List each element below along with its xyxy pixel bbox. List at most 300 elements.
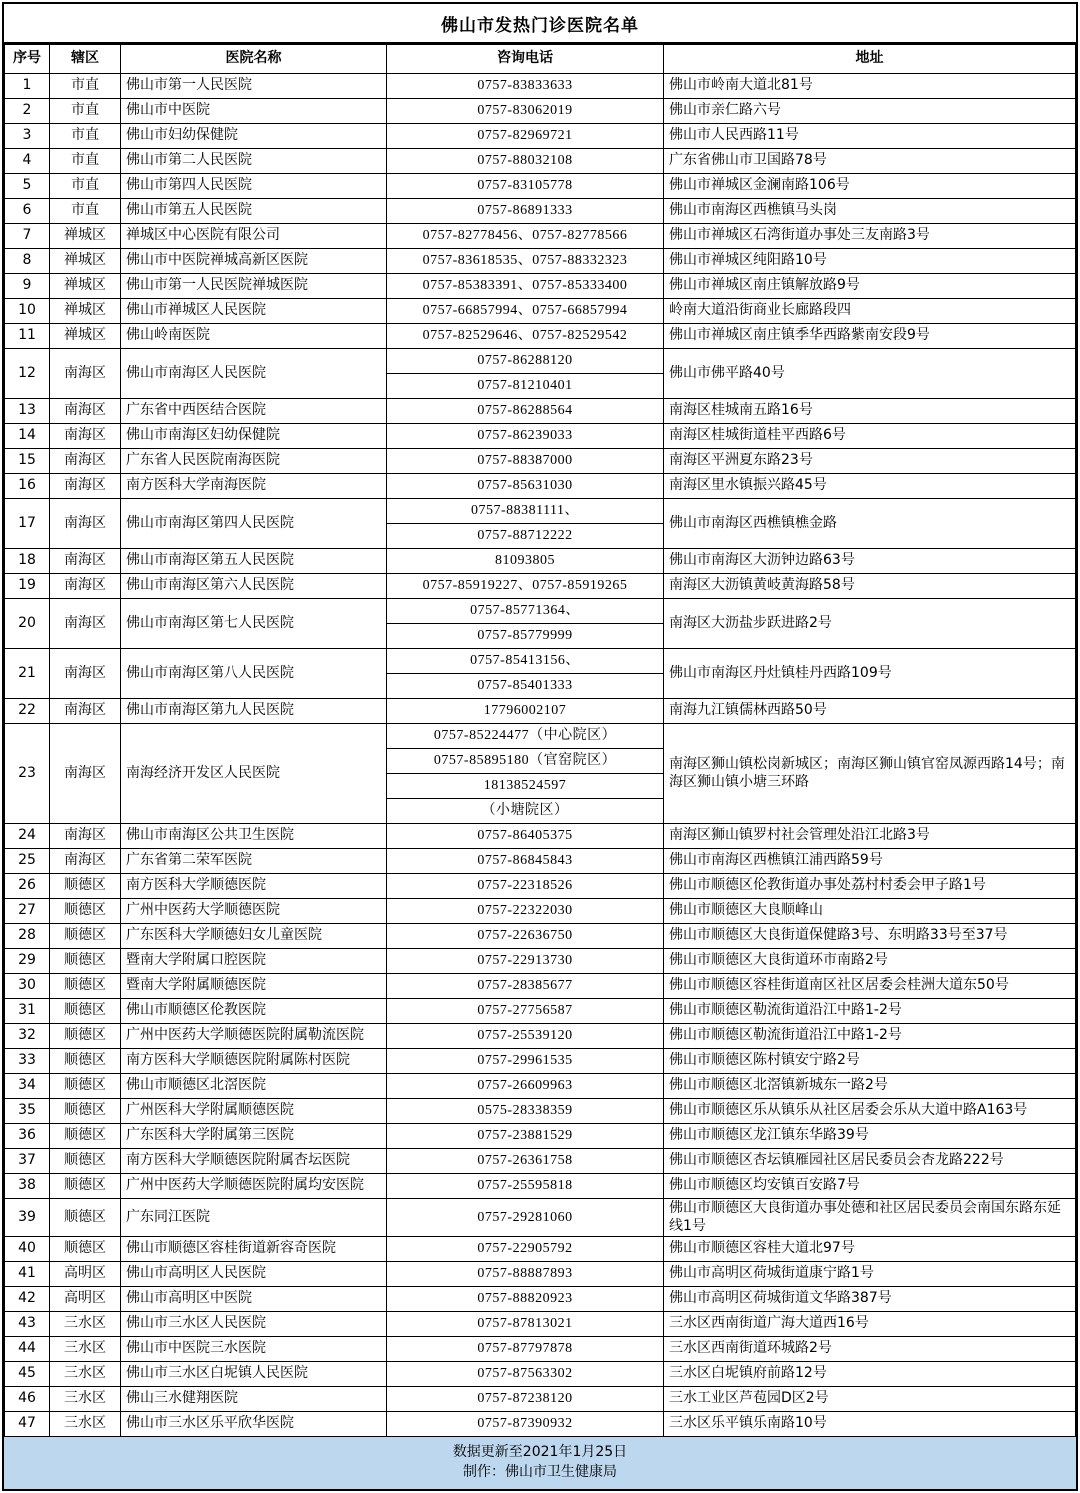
cell-hospital-name: 佛山岭南医院 xyxy=(121,324,387,349)
cell-address: 佛山市南海区大沥钟边路63号 xyxy=(664,549,1076,574)
cell-index: 17 xyxy=(5,499,50,549)
cell-phone: （小塘院区） xyxy=(387,799,664,824)
table-row xyxy=(5,974,1076,999)
cell-hospital-name: 佛山市南海区第七人民医院 xyxy=(121,599,387,649)
cell-phone: 0757-85631030 xyxy=(387,474,664,499)
table-row xyxy=(5,1149,1076,1174)
cell-district: 顺德区 xyxy=(50,1149,121,1174)
cell-district: 三水区 xyxy=(50,1387,121,1412)
table-row xyxy=(5,124,1076,149)
cell-hospital-name: 佛山市高明区中医院 xyxy=(121,1287,387,1312)
cell-hospital-name: 南方医科大学南海医院 xyxy=(121,474,387,499)
cell-phone: 0757-83062019 xyxy=(387,99,664,124)
cell-address: 佛山市高明区荷城街道康宁路1号 xyxy=(664,1262,1076,1287)
cell-district: 顺德区 xyxy=(50,974,121,999)
cell-address: 南海区大沥镇黄岐黄海路58号 xyxy=(664,574,1076,599)
cell-hospital-name: 佛山市南海区第八人民医院 xyxy=(121,649,387,699)
cell-phone: 0757-88887893 xyxy=(387,1262,664,1287)
cell-phone: 0757-87390932 xyxy=(387,1412,664,1437)
cell-address: 南海区狮山镇罗村社会管理处沿江北路3号 xyxy=(664,824,1076,849)
cell-address: 佛山市高明区荷城街道文华路387号 xyxy=(664,1287,1076,1312)
cell-address: 三水区乐平镇乐南路10号 xyxy=(664,1412,1076,1437)
cell-district: 禅城区 xyxy=(50,299,121,324)
cell-hospital-name: 佛山市南海区第五人民医院 xyxy=(121,549,387,574)
cell-index: 29 xyxy=(5,949,50,974)
cell-address: 佛山市顺德区大良顺峰山 xyxy=(664,899,1076,924)
table-row xyxy=(5,149,1076,174)
table-row xyxy=(5,924,1076,949)
cell-index: 42 xyxy=(5,1287,50,1312)
table-row xyxy=(5,849,1076,874)
cell-phone: 0757-27756587 xyxy=(387,999,664,1024)
cell-index: 14 xyxy=(5,424,50,449)
cell-district: 顺德区 xyxy=(50,999,121,1024)
table-row xyxy=(5,1287,1076,1312)
cell-hospital-name: 佛山市第四人民医院 xyxy=(121,174,387,199)
cell-phone: 0757-29961535 xyxy=(387,1049,664,1074)
table-row xyxy=(5,174,1076,199)
cell-district: 南海区 xyxy=(50,349,121,399)
cell-phone: 0757-86845843 xyxy=(387,849,664,874)
table-row xyxy=(5,724,1076,749)
cell-hospital-name: 广东省人民医院南海医院 xyxy=(121,449,387,474)
table-row xyxy=(5,99,1076,124)
cell-index: 1 xyxy=(5,74,50,99)
cell-hospital-name: 佛山市第一人民医院 xyxy=(121,74,387,99)
table-row xyxy=(5,499,1076,524)
table-row xyxy=(5,1099,1076,1124)
cell-address: 佛山市佛平路40号 xyxy=(664,349,1076,399)
cell-district: 南海区 xyxy=(50,424,121,449)
table-row xyxy=(5,949,1076,974)
cell-phone: 0757-88712222 xyxy=(387,524,664,549)
cell-hospital-name: 佛山市顺德区容桂街道新容奇医院 xyxy=(121,1237,387,1262)
cell-index: 41 xyxy=(5,1262,50,1287)
cell-hospital-name: 佛山市中医院禅城高新区医院 xyxy=(121,249,387,274)
cell-phone: 0757-22322030 xyxy=(387,899,664,924)
table-row xyxy=(5,299,1076,324)
cell-address: 佛山市禅城区南庄镇解放路9号 xyxy=(664,274,1076,299)
cell-address: 佛山市顺德区勒流街道沿江中路1-2号 xyxy=(664,999,1076,1024)
cell-index: 33 xyxy=(5,1049,50,1074)
cell-address: 佛山市顺德区大良街道环市南路2号 xyxy=(664,949,1076,974)
cell-address: 佛山市禅城区纯阳路10号 xyxy=(664,249,1076,274)
header-row xyxy=(5,45,1076,74)
cell-phone: 81093805 xyxy=(387,549,664,574)
cell-phone: 0757-25595818 xyxy=(387,1174,664,1199)
cell-index: 6 xyxy=(5,199,50,224)
cell-phone: 0757-83618535、0757-88332323 xyxy=(387,249,664,274)
cell-district: 南海区 xyxy=(50,449,121,474)
cell-phone: 0757-83833633 xyxy=(387,74,664,99)
cell-phone: 0757-82529646、0757-82529542 xyxy=(387,324,664,349)
cell-district: 顺德区 xyxy=(50,924,121,949)
cell-phone: 0757-86288120 xyxy=(387,349,664,374)
cell-address: 佛山市人民西路11号 xyxy=(664,124,1076,149)
cell-district: 三水区 xyxy=(50,1337,121,1362)
cell-hospital-name: 佛山市南海区人民医院 xyxy=(121,349,387,399)
table-row xyxy=(5,199,1076,224)
cell-phone: 0757-83105778 xyxy=(387,174,664,199)
cell-index: 39 xyxy=(5,1199,50,1237)
cell-phone: 0757-82969721 xyxy=(387,124,664,149)
cell-hospital-name: 禅城区中心医院有限公司 xyxy=(121,224,387,249)
cell-district: 市直 xyxy=(50,174,121,199)
table-row xyxy=(5,649,1076,674)
cell-index: 32 xyxy=(5,1024,50,1049)
table-row xyxy=(5,224,1076,249)
cell-phone: 0757-86239033 xyxy=(387,424,664,449)
cell-hospital-name: 广州中医药大学顺德医院 xyxy=(121,899,387,924)
cell-phone: 0757-85383391、0757-85333400 xyxy=(387,274,664,299)
cell-address: 佛山市顺德区乐从镇乐从社区居委会乐从大道中路A163号 xyxy=(664,1099,1076,1124)
table-row xyxy=(5,1024,1076,1049)
cell-phone: 0757-85779999 xyxy=(387,624,664,649)
cell-index: 19 xyxy=(5,574,50,599)
cell-district: 顺德区 xyxy=(50,1099,121,1124)
cell-district: 南海区 xyxy=(50,649,121,699)
cell-district: 禅城区 xyxy=(50,324,121,349)
table-row xyxy=(5,574,1076,599)
cell-hospital-name: 佛山市三水区白坭镇人民医院 xyxy=(121,1362,387,1387)
cell-phone: 0757-86891333 xyxy=(387,199,664,224)
cell-phone: 0757-26361758 xyxy=(387,1149,664,1174)
cell-hospital-name: 广东同江医院 xyxy=(121,1199,387,1237)
cell-index: 22 xyxy=(5,699,50,724)
cell-hospital-name: 佛山市三水区乐平欣华医院 xyxy=(121,1412,387,1437)
table-row xyxy=(5,74,1076,99)
cell-index: 23 xyxy=(5,724,50,824)
cell-district: 顺德区 xyxy=(50,1074,121,1099)
footer-updated-date: 数据更新至2021年1月25日 xyxy=(452,1444,628,1460)
cell-address: 南海区桂城南五路16号 xyxy=(664,399,1076,424)
cell-address: 佛山市南海区西樵镇樵金路 xyxy=(664,499,1076,549)
table-row xyxy=(5,1312,1076,1337)
cell-index: 38 xyxy=(5,1174,50,1199)
cell-hospital-name: 佛山市禅城区人民医院 xyxy=(121,299,387,324)
table-row xyxy=(5,874,1076,899)
cell-index: 46 xyxy=(5,1387,50,1412)
hospital-table xyxy=(4,44,1076,1437)
cell-phone: 0757-86405375 xyxy=(387,824,664,849)
cell-hospital-name: 暨南大学附属顺德医院 xyxy=(121,974,387,999)
cell-hospital-name: 佛山市南海区公共卫生医院 xyxy=(121,824,387,849)
table-row xyxy=(5,549,1076,574)
table-row xyxy=(5,1074,1076,1099)
table-row xyxy=(5,699,1076,724)
cell-phone: 0757-22318526 xyxy=(387,874,664,899)
cell-district: 南海区 xyxy=(50,574,121,599)
column-header-address: 地址 xyxy=(664,45,1076,74)
cell-phone: 0757-82778456、0757-82778566 xyxy=(387,224,664,249)
cell-index: 40 xyxy=(5,1237,50,1262)
cell-district: 市直 xyxy=(50,149,121,174)
cell-phone: 0757-87813021 xyxy=(387,1312,664,1337)
hospital-table-body xyxy=(5,74,1076,1437)
cell-hospital-name: 佛山市中医院三水医院 xyxy=(121,1337,387,1362)
cell-phone: 0757-88820923 xyxy=(387,1287,664,1312)
cell-district: 禅城区 xyxy=(50,274,121,299)
cell-district: 顺德区 xyxy=(50,949,121,974)
cell-index: 2 xyxy=(5,99,50,124)
cell-hospital-name: 佛山市第一人民医院禅城医院 xyxy=(121,274,387,299)
cell-address: 南海区里水镇振兴路45号 xyxy=(664,474,1076,499)
table-row xyxy=(5,1412,1076,1437)
cell-phone: 0757-22913730 xyxy=(387,949,664,974)
cell-address: 南海区桂城街道桂平西路6号 xyxy=(664,424,1076,449)
cell-hospital-name: 佛山市第五人民医院 xyxy=(121,199,387,224)
cell-phone: 0757-85401333 xyxy=(387,674,664,699)
table-row xyxy=(5,999,1076,1024)
cell-index: 11 xyxy=(5,324,50,349)
cell-address: 南海区平洲夏东路23号 xyxy=(664,449,1076,474)
table-row xyxy=(5,349,1076,374)
column-header-index: 序号 xyxy=(5,45,50,74)
cell-district: 三水区 xyxy=(50,1312,121,1337)
cell-hospital-name: 佛山市南海区妇幼保健院 xyxy=(121,424,387,449)
page-title: 佛山市发热门诊医院名单 xyxy=(4,4,1076,44)
cell-address: 佛山市顺德区大良街道保健路3号、东明路33号至37号 xyxy=(664,924,1076,949)
footer-producer: 制作：佛山市卫生健康局 xyxy=(463,1464,617,1481)
cell-hospital-name: 广州中医药大学顺德医院附属均安医院 xyxy=(121,1174,387,1199)
cell-district: 市直 xyxy=(50,99,121,124)
cell-address: 佛山市顺德区大良街道办事处德和社区居民委员会南国东路东延线1号 xyxy=(664,1199,1076,1237)
cell-address: 佛山市顺德区容桂街道南区社区居委会桂洲大道东50号 xyxy=(664,974,1076,999)
cell-phone: 0757-88381111、 xyxy=(387,499,664,524)
cell-address: 佛山市亲仁路六号 xyxy=(664,99,1076,124)
table-row xyxy=(5,449,1076,474)
cell-district: 顺德区 xyxy=(50,899,121,924)
cell-address: 佛山市顺德区陈村镇安宁路2号 xyxy=(664,1049,1076,1074)
cell-phone: 0757-85771364、 xyxy=(387,599,664,624)
cell-phone: 0757-29281060 xyxy=(387,1199,664,1237)
cell-address: 广东省佛山市卫国路78号 xyxy=(664,149,1076,174)
cell-phone: 0757-66857994、0757-66857994 xyxy=(387,299,664,324)
table-row xyxy=(5,1049,1076,1074)
cell-index: 25 xyxy=(5,849,50,874)
cell-district: 顺德区 xyxy=(50,874,121,899)
cell-hospital-name: 暨南大学附属口腔医院 xyxy=(121,949,387,974)
cell-phone: 0757-87563302 xyxy=(387,1362,664,1387)
cell-district: 南海区 xyxy=(50,724,121,824)
cell-address: 佛山市禅城区石湾街道办事处三友南路3号 xyxy=(664,224,1076,249)
cell-phone: 0757-87797878 xyxy=(387,1337,664,1362)
cell-district: 禅城区 xyxy=(50,224,121,249)
cell-address: 佛山市顺德区杏坛镇雁园社区居民委员会杏龙路222号 xyxy=(664,1149,1076,1174)
cell-index: 43 xyxy=(5,1312,50,1337)
cell-index: 5 xyxy=(5,174,50,199)
cell-district: 南海区 xyxy=(50,474,121,499)
cell-phone: 0757-85413156、 xyxy=(387,649,664,674)
cell-hospital-name: 佛山市南海区第九人民医院 xyxy=(121,699,387,724)
cell-address: 佛山市禅城区南庄镇季华西路紫南安段9号 xyxy=(664,324,1076,349)
cell-index: 13 xyxy=(5,399,50,424)
cell-hospital-name: 南海经济开发区人民医院 xyxy=(121,724,387,824)
table-row xyxy=(5,274,1076,299)
cell-hospital-name: 广东省第二荣军医院 xyxy=(121,849,387,874)
cell-district: 顺德区 xyxy=(50,1174,121,1199)
cell-index: 30 xyxy=(5,974,50,999)
cell-index: 7 xyxy=(5,224,50,249)
cell-index: 37 xyxy=(5,1149,50,1174)
document-sheet xyxy=(2,2,1078,1491)
table-row xyxy=(5,324,1076,349)
cell-phone: 0757-85919227、0757-85919265 xyxy=(387,574,664,599)
cell-index: 21 xyxy=(5,649,50,699)
cell-district: 顺德区 xyxy=(50,1199,121,1237)
cell-district: 南海区 xyxy=(50,399,121,424)
cell-district: 南海区 xyxy=(50,849,121,874)
cell-district: 南海区 xyxy=(50,499,121,549)
cell-index: 8 xyxy=(5,249,50,274)
cell-district: 禅城区 xyxy=(50,249,121,274)
table-row xyxy=(5,399,1076,424)
cell-hospital-name: 广东医科大学附属第三医院 xyxy=(121,1124,387,1149)
cell-phone: 0757-81210401 xyxy=(387,374,664,399)
cell-district: 顺德区 xyxy=(50,1124,121,1149)
cell-hospital-name: 佛山市南海区第四人民医院 xyxy=(121,499,387,549)
table-row xyxy=(5,1174,1076,1199)
cell-address: 佛山市南海区西樵镇江浦西路59号 xyxy=(664,849,1076,874)
cell-index: 35 xyxy=(5,1099,50,1124)
cell-index: 47 xyxy=(5,1412,50,1437)
cell-index: 34 xyxy=(5,1074,50,1099)
cell-address: 佛山市顺德区容桂大道北97号 xyxy=(664,1237,1076,1262)
cell-address: 南海九江镇儒林西路50号 xyxy=(664,699,1076,724)
cell-district: 顺德区 xyxy=(50,1024,121,1049)
cell-hospital-name: 南方医科大学顺德医院附属杏坛医院 xyxy=(121,1149,387,1174)
table-row xyxy=(5,899,1076,924)
cell-hospital-name: 佛山市高明区人民医院 xyxy=(121,1262,387,1287)
cell-hospital-name: 佛山市妇幼保健院 xyxy=(121,124,387,149)
column-header-hospital: 医院名称 xyxy=(121,45,387,74)
cell-address: 佛山市南海区丹灶镇桂丹西路109号 xyxy=(664,649,1076,699)
cell-phone: 0757-28385677 xyxy=(387,974,664,999)
cell-index: 20 xyxy=(5,599,50,649)
table-row xyxy=(5,1124,1076,1149)
cell-hospital-name: 佛山三水健翔医院 xyxy=(121,1387,387,1412)
column-header-district: 辖区 xyxy=(50,45,121,74)
cell-address: 佛山市顺德区北滘镇新城东一路2号 xyxy=(664,1074,1076,1099)
column-header-phone: 咨询电话 xyxy=(387,45,664,74)
table-row xyxy=(5,249,1076,274)
cell-hospital-name: 佛山市三水区人民医院 xyxy=(121,1312,387,1337)
cell-index: 10 xyxy=(5,299,50,324)
cell-phone: 0757-88032108 xyxy=(387,149,664,174)
table-row xyxy=(5,599,1076,624)
cell-address: 南海区狮山镇松岗新城区；南海区狮山镇官窑凤源西路14号；南海区狮山镇小塘三环路 xyxy=(664,724,1076,824)
cell-phone: 0757-23881529 xyxy=(387,1124,664,1149)
cell-district: 高明区 xyxy=(50,1262,121,1287)
cell-district: 市直 xyxy=(50,199,121,224)
cell-address: 三水区白坭镇府前路12号 xyxy=(664,1362,1076,1387)
cell-hospital-name: 广州中医药大学顺德医院附属勒流医院 xyxy=(121,1024,387,1049)
cell-address: 佛山市南海区西樵镇马头岗 xyxy=(664,199,1076,224)
cell-district: 南海区 xyxy=(50,824,121,849)
cell-district: 市直 xyxy=(50,124,121,149)
cell-index: 26 xyxy=(5,874,50,899)
cell-index: 3 xyxy=(5,124,50,149)
table-row xyxy=(5,1362,1076,1387)
cell-address: 三水区西南街道环城路2号 xyxy=(664,1337,1076,1362)
cell-hospital-name: 广东医科大学顺德妇女儿童医院 xyxy=(121,924,387,949)
cell-district: 三水区 xyxy=(50,1362,121,1387)
cell-index: 12 xyxy=(5,349,50,399)
cell-hospital-name: 佛山市中医院 xyxy=(121,99,387,124)
cell-address: 南海区大沥盐步跃进路2号 xyxy=(664,599,1076,649)
cell-index: 27 xyxy=(5,899,50,924)
cell-district: 顺德区 xyxy=(50,1237,121,1262)
cell-district: 三水区 xyxy=(50,1412,121,1437)
cell-district: 顺德区 xyxy=(50,1049,121,1074)
cell-hospital-name: 佛山市顺德区伦教医院 xyxy=(121,999,387,1024)
cell-index: 44 xyxy=(5,1337,50,1362)
cell-address: 佛山市岭南大道北81号 xyxy=(664,74,1076,99)
cell-district: 南海区 xyxy=(50,699,121,724)
cell-phone: 0575-28338359 xyxy=(387,1099,664,1124)
table-row xyxy=(5,474,1076,499)
cell-phone: 0757-22905792 xyxy=(387,1237,664,1262)
cell-hospital-name: 佛山市南海区第六人民医院 xyxy=(121,574,387,599)
cell-index: 24 xyxy=(5,824,50,849)
cell-address: 三水工业区芦苞园D区2号 xyxy=(664,1387,1076,1412)
table-row xyxy=(5,1337,1076,1362)
cell-hospital-name: 南方医科大学顺德医院附属陈村医院 xyxy=(121,1049,387,1074)
cell-hospital-name: 佛山市顺德区北滘医院 xyxy=(121,1074,387,1099)
cell-district: 南海区 xyxy=(50,549,121,574)
table-row xyxy=(5,1387,1076,1412)
cell-hospital-name: 南方医科大学顺德医院 xyxy=(121,874,387,899)
cell-index: 28 xyxy=(5,924,50,949)
cell-address: 三水区西南街道广海大道西16号 xyxy=(664,1312,1076,1337)
table-row xyxy=(5,824,1076,849)
cell-phone: 18138524597 xyxy=(387,774,664,799)
cell-index: 18 xyxy=(5,549,50,574)
cell-address: 佛山市顺德区均安镇百安路7号 xyxy=(664,1174,1076,1199)
cell-phone: 0757-86288564 xyxy=(387,399,664,424)
cell-phone: 0757-87238120 xyxy=(387,1387,664,1412)
cell-district: 南海区 xyxy=(50,599,121,649)
cell-address: 佛山市顺德区勒流街道沿江中路1-2号 xyxy=(664,1024,1076,1049)
table-row xyxy=(5,1237,1076,1262)
cell-hospital-name: 广东省中西医结合医院 xyxy=(121,399,387,424)
table-row xyxy=(5,424,1076,449)
cell-phone: 0757-85895180（官窑院区） xyxy=(387,749,664,774)
table-row xyxy=(5,1262,1076,1287)
cell-address: 佛山市顺德区龙江镇东华路39号 xyxy=(664,1124,1076,1149)
cell-index: 9 xyxy=(5,274,50,299)
cell-district: 市直 xyxy=(50,74,121,99)
cell-index: 4 xyxy=(5,149,50,174)
cell-index: 31 xyxy=(5,999,50,1024)
cell-hospital-name: 佛山市第二人民医院 xyxy=(121,149,387,174)
cell-index: 16 xyxy=(5,474,50,499)
table-row xyxy=(5,1199,1076,1237)
cell-address: 岭南大道沿街商业长廊路段四 xyxy=(664,299,1076,324)
cell-index: 15 xyxy=(5,449,50,474)
footer-note xyxy=(4,1437,1076,1489)
cell-phone: 0757-25539120 xyxy=(387,1024,664,1049)
cell-index: 36 xyxy=(5,1124,50,1149)
cell-district: 高明区 xyxy=(50,1287,121,1312)
cell-phone: 0757-88387000 xyxy=(387,449,664,474)
cell-phone: 0757-85224477（中心院区） xyxy=(387,724,664,749)
cell-phone: 0757-22636750 xyxy=(387,924,664,949)
cell-hospital-name: 广州医科大学附属顺德医院 xyxy=(121,1099,387,1124)
cell-address: 佛山市禅城区金澜南路106号 xyxy=(664,174,1076,199)
cell-phone: 17796002107 xyxy=(387,699,664,724)
cell-phone: 0757-26609963 xyxy=(387,1074,664,1099)
